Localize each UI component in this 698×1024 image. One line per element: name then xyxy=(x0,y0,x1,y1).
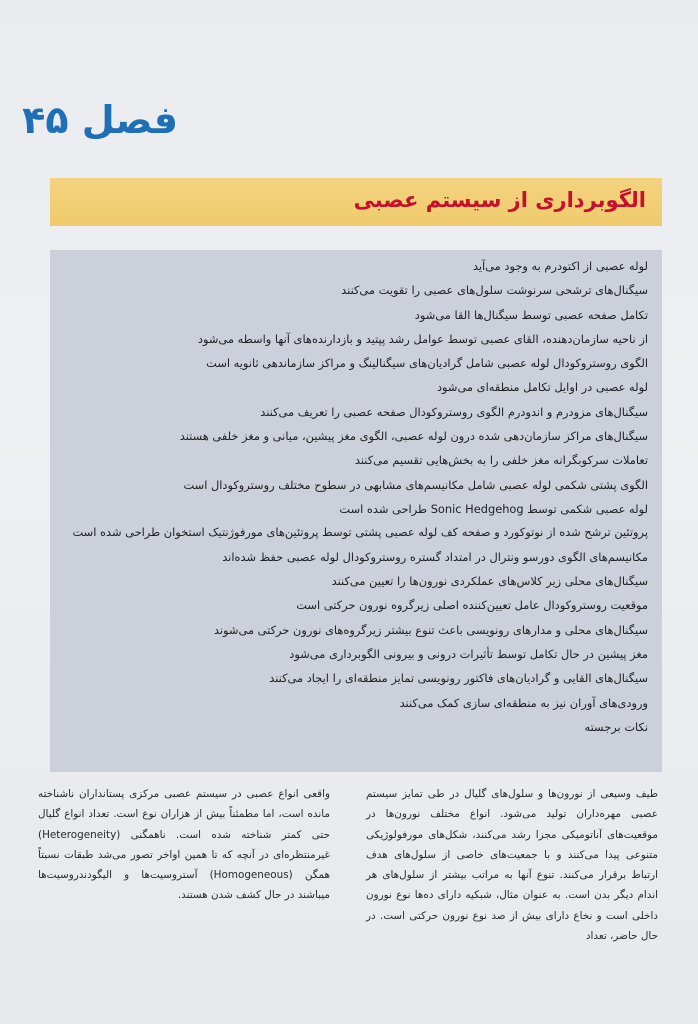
outline-item: موقعیت روستروکودال عامل تعیین‌کننده اصلی زیرگروه نورون حرکتی است xyxy=(296,598,648,613)
outline-item: سیگنال‌های مزودرم و اندودرم الگوی روستروکودال صفحه عصبی را تعریف می‌کنند xyxy=(260,404,648,419)
chapter-outline-list xyxy=(52,254,648,739)
chapter-heading: فصل ۴۵ xyxy=(22,98,178,142)
outline-item: الگوی پشتی شکمی لوله عصبی شامل مکانیسم‌های مشابهی در سطوح مختلف روستروکودال است xyxy=(183,477,648,492)
body-column-left: واقعی انواع عصبی در سیستم عصبی مرکزی پستانداران ناشناخته مانده است، اما مطمئناً بیش از هزاران نوع است. تعداد انواع گلیال حتی کمتر شناخته شده است. ناهمگنی (Heterogeneity) غیرمنتظره‌ای در آنچه که تا همین اواخر تصور می‌شد طبقات نسبتاً همگن (Homogeneous) آستروسیت‌ها و الیگودندروسیت‌ها میباشند در حال کشف شدن هستند. xyxy=(38,788,330,902)
outline-item: از ناحیه سازمان‌دهنده، القای عصبی توسط عوامل رشد پپتید و بازدارنده‌های آنها واسطه می‌شود xyxy=(197,331,648,346)
outline-item: لوله عصبی از اکتودرم به وجود می‌آید xyxy=(472,259,648,273)
outline-item: پروتئین ترشح شده از نوتوکورد و صفحه کف لوله عصبی پشتی توسط پروتئین‌های مورفوژنتیک استخوان طراحی شده است xyxy=(72,525,648,540)
outline-item: سیگنال‌های القایی و گرادیان‌های فاکتور رونویسی تمایز منطقه‌ای را ایجاد می‌کنند xyxy=(269,671,648,686)
section-title: الگوبرداری از سیستم عصبی xyxy=(353,188,646,212)
outline-item: ورودی‌های آوران نیز به منطقه‌ای سازی کمک می‌کنند xyxy=(399,695,648,710)
outline-item: تعاملات سرکوبگرانه مغز خلفی را به بخش‌هایی تقسیم می‌کنند xyxy=(354,453,648,468)
outline-item: تکامل صفحه عصبی توسط سیگنال‌ها القا می‌شود xyxy=(414,307,648,322)
outline-item: الگوی روستروکودال لوله عصبی شامل گرادیان‌های سیگنالینگ و مراکز سازماندهی ثانویه است xyxy=(206,356,648,371)
outline-item: سیگنال‌های ترشحی سرنوشت سلول‌های عصبی را تقویت می‌کنند xyxy=(341,283,648,298)
outline-item: مکانیسم‌های الگوی دورسو ونترال در امتداد گستره روستروکودال لوله عصبی حفظ شده‌اند xyxy=(222,549,648,564)
outline-item: لوله عصبی در اوایل تکامل منطقه‌ای می‌شود xyxy=(436,380,648,395)
outline-item: نکات برجسته xyxy=(584,719,648,734)
outline-item: سیگنال‌های محلی و مدارهای رونویسی باعث تنوع بیشتر زیرگروه‌های نورون حرکتی می‌شوند xyxy=(213,622,648,637)
chapter-outline-box xyxy=(50,250,662,772)
section-banner xyxy=(50,178,662,226)
body-column-right: طیف وسیعی از نورون‌ها و سلول‌های گلیال در طی تمایز سیستم عصبی مهره‌داران تولید می‌شود. انواع مختلف نورون‌ها در موقعیت‌های آناتومیکی مجزا رشد می‌کنند، شکل‌های مورفولوژیکی متنوعی پیدا می‌کنند و با جمعیت‌های خاصی از سلول‌های هدف ارتباط برقرار می‌کنند. تنوع آنها به مراتب بیشتر از سلول‌های هر اندام دیگر بدن است. به عنوان مثال، شبکیه دارای ده‌ها نوع نورون داخلی است و نخاع دارای بیش از صد نوع نورون حرکتی است. در حال حاضر، تعداد xyxy=(366,788,658,943)
outline-item: سیگنال‌های محلی زیر کلاس‌های عملکردی نورون‌ها را تعیین می‌کنند xyxy=(331,574,648,589)
outline-item: لوله عصبی شکمی توسط Sonic Hedgehog طراحی شده است xyxy=(339,501,648,516)
outline-item: مغز پیشین در حال تکامل توسط تأثیرات درونی و بیرونی الگوبرداری می‌شود xyxy=(289,646,648,661)
outline-item: سیگنال‌های مراکز سازمان‌دهی شده درون لوله عصبی، الگوی مغز پیشین، میانی و مغز خلفی هستند xyxy=(179,429,648,444)
